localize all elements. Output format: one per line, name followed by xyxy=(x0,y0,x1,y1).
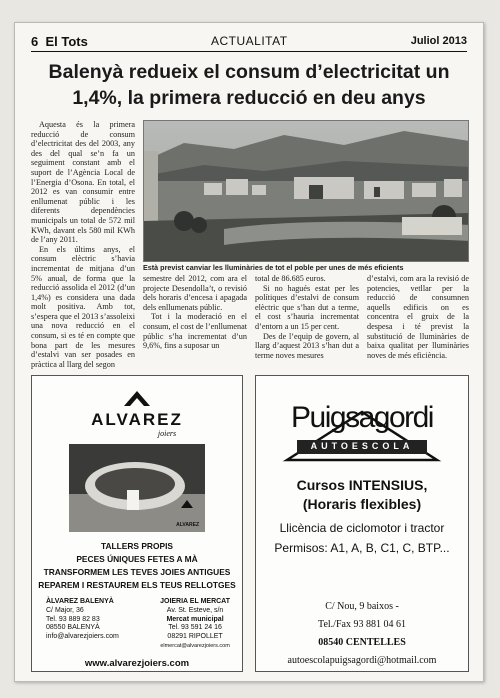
article-paragraph: d’estalvi, com ara la revisió de potencies, vetllar per la reducció de consumnen aquells edificis on es concentra el gruix de la despesa i té previst la substitució de lluminàries de baixa qualitat per lluminàries noves de més eficiència. xyxy=(367,274,469,360)
puigsagordi-contact xyxy=(256,598,468,670)
store-ripollet xyxy=(160,598,230,651)
article-paragraph: Aquesta és la primera reducció de consum d’electricitat des del 2003, any des del qual se’n fa un seguiment constant amb el suport de l’Agència Local de l’Energia d’Osona. En total, el 2012 es van consumir entre enllumenat públic i les diferents dependències municipals un total de 572 mil KWh, davant els 580 mil KWh de l’any 2011. xyxy=(31,120,135,245)
puigsagordi-advertisement xyxy=(255,375,469,672)
article-paragraph: Tot i la moderació en el consum, el cost de l’enllumenat públic s’ha incrementat d’un 9,6%, fins a suposar un xyxy=(143,312,247,351)
issue-date: Juliol 2013 xyxy=(410,35,467,47)
ring-photo-logo-text: ALVAREZ xyxy=(176,522,199,528)
alvarez-brand-sub: joiers xyxy=(157,429,177,438)
article-paragraph: En els últims anys, el consum elèctric s’havia incrementat de mitjana d’un 5% anual, de forma que la reducció assolida el 2012 (d’un 1,4%) es considera una dada molt positiva. Amb tot, s’espera que el 2013 s’assoleixi una nova reducció en el consum, si es té en compte que bona part de les mesures d’estalvi van ser posades en pràctica al llarg del segon xyxy=(31,244,135,369)
service-line: PECES ÚNIQUES FETES A MÀ xyxy=(76,554,198,564)
town-landscape-image xyxy=(144,121,469,262)
mountain-logo-icon xyxy=(122,390,152,406)
store-balenya xyxy=(46,598,119,651)
newspaper-page xyxy=(14,22,484,682)
service-line: TALLERS PROPIS xyxy=(101,541,173,551)
article-paragraph: total de 86.685 euros. xyxy=(255,274,326,283)
service-line: TRANSFORMEM LES TEVES JOIES ANTIGUES xyxy=(43,567,231,577)
ad-city: 08540 CENTELLES xyxy=(318,637,406,648)
section-title: ACTUALITAT xyxy=(211,34,288,48)
publication-name: El Tots xyxy=(45,33,88,49)
ad-line: Cursos INTENSIUS, xyxy=(296,477,428,493)
alvarez-services xyxy=(32,540,242,592)
article-paragraph: Si no hagués estat per les polítiques d’estalvi de consum elèctric que s’han dut a terme, el cost s’hauria incrementat d’entorn a un 15 per cent. xyxy=(255,283,359,331)
article-photo xyxy=(143,120,469,262)
ad-email: autoescolapuigsagordi@hotmail.com xyxy=(287,655,437,666)
store-city: 08291 RIPOLLET xyxy=(167,633,223,641)
store-address: Av. St. Esteve, s/n xyxy=(166,606,224,614)
store-email: elmercat@alvarezjoiers.com xyxy=(160,642,230,649)
ad-line: Llicència de ciclomotor i tractor xyxy=(279,521,445,535)
store-phone: Tel. 93 889 82 83 xyxy=(46,615,100,623)
alvarez-stores xyxy=(46,598,230,651)
article-paragraph: semestre del 2012, com ara el projecte Desendolla’t, o revisió dels horaris d’encesa i apagada dels enllumenats públic. xyxy=(143,274,247,312)
alvarez-website: www.alvarezjoiers.com xyxy=(84,657,190,669)
store-email: info@alvarezjoiers.com xyxy=(46,633,119,641)
alvarez-brand: ALVAREZ xyxy=(91,410,183,429)
page-header xyxy=(31,31,467,51)
store-name: JOIERIA EL MERCAT xyxy=(160,598,230,605)
page-number: 6 xyxy=(31,33,39,49)
photo-caption: Està previst canviar les lluminàries de tot el poble per unes de més eficients xyxy=(143,263,404,272)
article-paragraph: Des de l’equip de govern, al llarg d’aquest 2013 s’han dut a terme noves mesures xyxy=(255,331,359,360)
article-headline: Balenyà redueix el consum d’electricitat un 1,4%, la primera reducció en deu anys xyxy=(48,61,450,109)
article-column-3 xyxy=(255,274,359,360)
ad-phone: Tel./Fax 93 881 04 61 xyxy=(318,619,406,630)
ad-address: C/ Nou, 9 baixos - xyxy=(325,601,399,612)
header-rule xyxy=(31,51,467,52)
store-city: 08550 BALENYÀ xyxy=(46,624,100,632)
ad-line: Permisos: A1, A, B, C1, C, BTP... xyxy=(274,541,450,555)
article-column-1 xyxy=(31,120,135,369)
puigsagordi-headline xyxy=(256,476,468,514)
store-extra: Mercat municipal xyxy=(166,615,224,623)
ad-line: (Horaris flexibles) xyxy=(302,496,422,512)
ring-photo xyxy=(69,444,205,532)
puigsagordi-brand-sub: AUTOESCOLA xyxy=(310,441,414,451)
page-header-left xyxy=(31,34,88,49)
ring-image xyxy=(69,444,205,532)
article-column-2 xyxy=(143,274,247,351)
alvarez-advertisement xyxy=(31,375,243,672)
puigsagordi-logo xyxy=(277,398,447,462)
store-phone: Tel. 93 591 24 16 xyxy=(168,624,222,632)
service-line: REPAREM I RESTAUREM ELS TEUS RELLOTGES xyxy=(38,580,236,590)
store-name: ÀLVAREZ BALENYÀ xyxy=(46,598,114,605)
store-address: C/ Major, 36 xyxy=(46,606,84,614)
alvarez-logo xyxy=(32,390,242,438)
puigsagordi-offers xyxy=(256,518,468,558)
puigsagordi-brand: Puigsagordi xyxy=(291,401,433,434)
article-column-4 xyxy=(367,274,469,360)
